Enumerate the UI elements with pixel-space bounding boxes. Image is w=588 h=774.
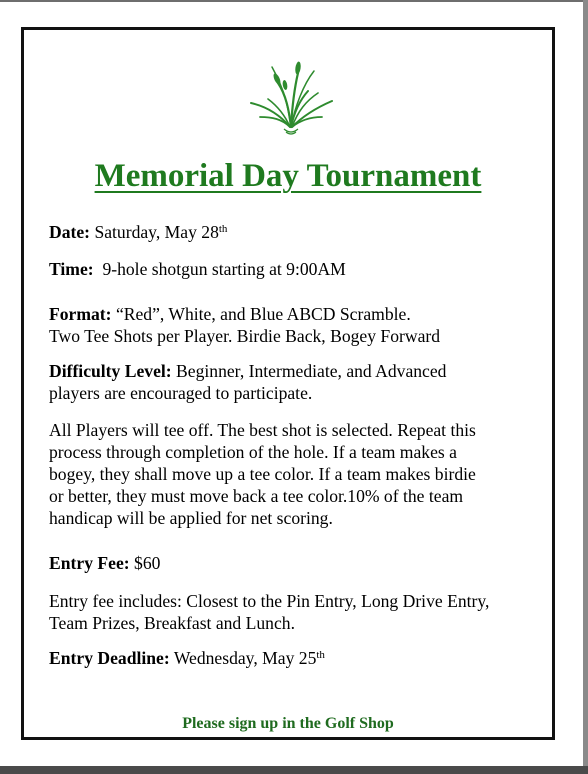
page-right-edge	[583, 0, 588, 766]
cattail-reeds-icon	[248, 55, 334, 137]
difficulty-label: Difficulty Level:	[49, 361, 172, 381]
page-bottom-edge	[0, 766, 588, 774]
entry-fee-label: Entry Fee:	[49, 553, 130, 573]
page-top-edge	[0, 0, 588, 2]
time-value: 9-hole shotgun starting at 9:00AM	[102, 259, 346, 279]
format-line-1: “Red”, White, and Blue ABCD Scramble.	[115, 304, 411, 324]
signup-footer: Please sign up in the Golf Shop	[182, 715, 394, 732]
rules-line: or better, they must move back a tee color.10% of the team	[49, 486, 464, 506]
rules-line: handicap will be applied for net scoring.	[49, 508, 333, 528]
tournament-title: Memorial Day Tournament	[94, 158, 482, 194]
difficulty-section	[49, 360, 549, 404]
deadline-label: Entry Deadline:	[49, 648, 170, 668]
deadline-suffix: th	[316, 649, 325, 661]
date-value: Saturday, May 28	[94, 222, 219, 242]
difficulty-line-2: players are encouraged to participate.	[49, 383, 313, 403]
rules-line: bogey, they shall move up a tee color. If a team makes birdie	[49, 464, 476, 484]
fee-includes-line-2: Team Prizes, Breakfast and Lunch.	[49, 613, 295, 633]
entry-fee-value: $60	[134, 553, 161, 573]
time-line	[49, 258, 549, 280]
date-line	[49, 221, 549, 243]
fee-includes-section	[49, 590, 549, 634]
format-section	[49, 303, 549, 347]
difficulty-line-1: Beginner, Intermediate, and Advanced	[176, 361, 447, 381]
time-label: Time:	[49, 259, 94, 279]
rules-paragraph	[49, 419, 549, 529]
rules-line: process through completion of the hole. If a team makes a	[49, 442, 457, 462]
fee-includes-line-1: Entry fee includes: Closest to the Pin Entry, Long Drive Entry,	[49, 591, 490, 611]
rules-line: All Players will tee off. The best shot is selected. Repeat this	[49, 420, 476, 440]
deadline-line	[49, 647, 549, 669]
entry-fee-line	[49, 552, 549, 574]
format-line-2: Two Tee Shots per Player. Birdie Back, Bogey Forward	[49, 326, 441, 346]
format-label: Format:	[49, 304, 112, 324]
flyer-frame	[21, 27, 555, 740]
deadline-value: Wednesday, May 25	[173, 648, 317, 668]
date-label: Date:	[49, 222, 91, 242]
date-suffix: th	[218, 223, 228, 235]
